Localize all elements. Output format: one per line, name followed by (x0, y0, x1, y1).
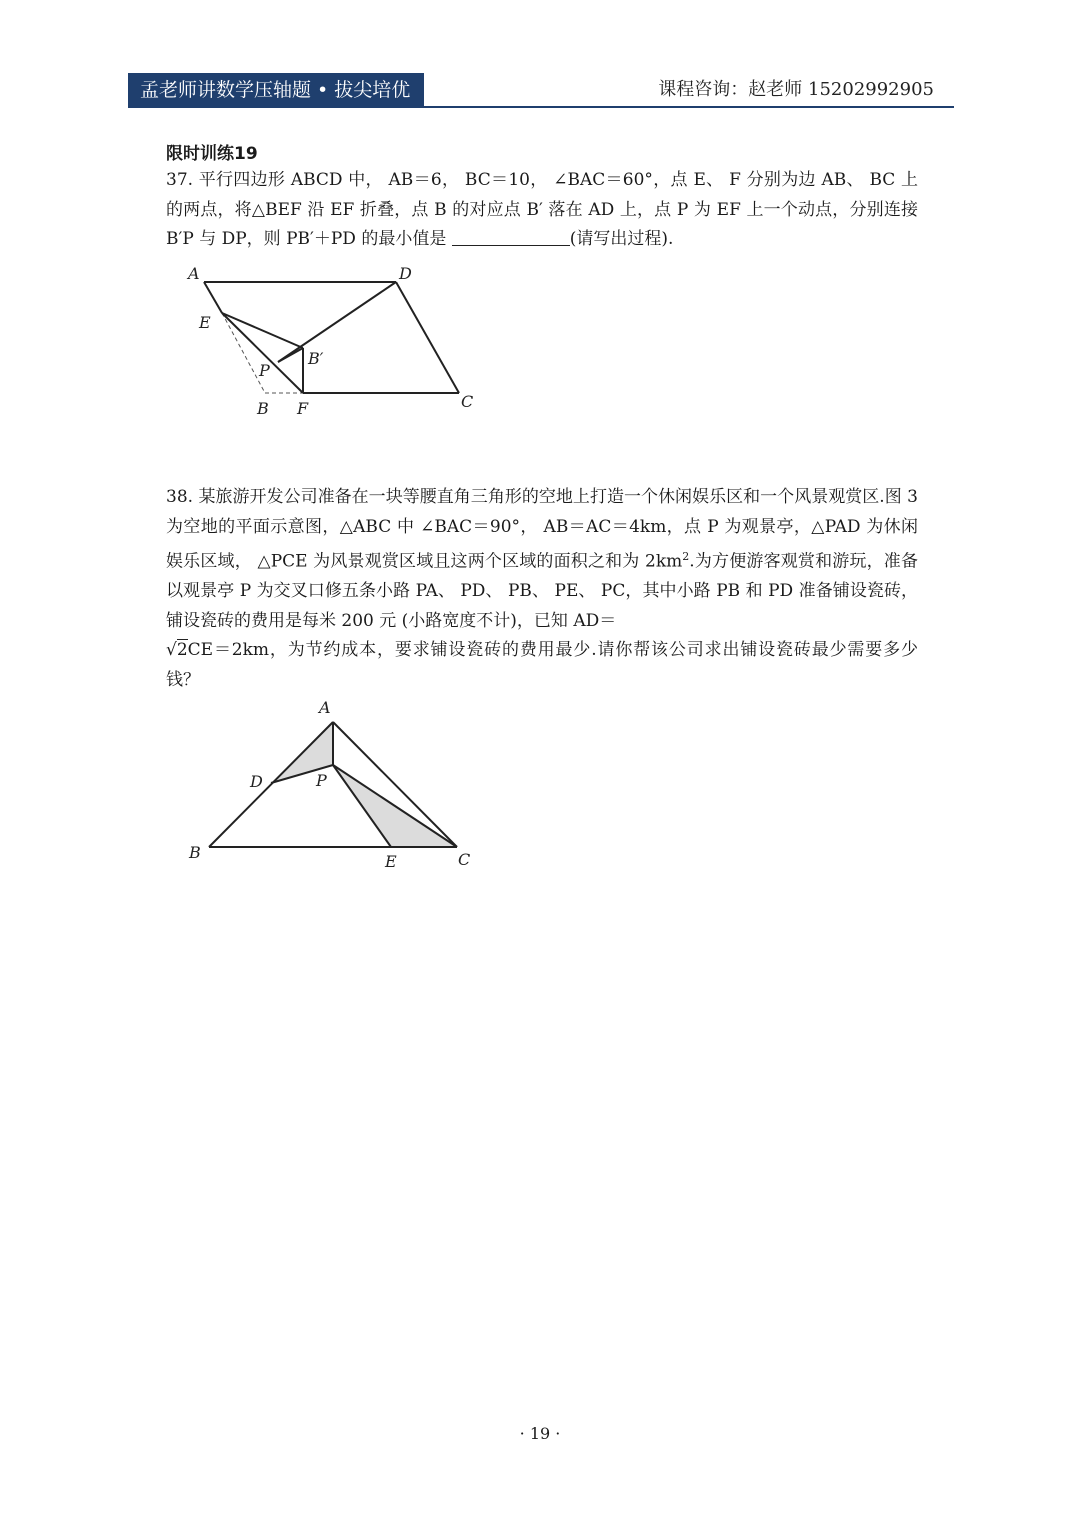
problem-38-text-a: 38. 某旅游开发公司准备在一块等腰直角三角形的空地上打造一个休闲娱乐区和一个风景观赏区.图 3 为空地的平面示意图，△ABC 中 ∠BAC＝90°， AB＝AC＝4km，点 P 为观景亭，△PAD 为休闲娱乐区域， △PCE 为风景观赏区域且这两个区域的面积之和为 2km (166, 487, 918, 572)
label-Bprime: B′ (308, 349, 324, 368)
sqrt-symbol: √ (166, 640, 177, 661)
segment-PD (278, 282, 396, 362)
edge-AB (209, 722, 333, 847)
label-P: P (259, 361, 270, 380)
label-A: A (188, 264, 200, 283)
label-A: A (319, 698, 331, 717)
problem-38-text-b: .为方便游客观赏和游玩，准备以观景亭 P 为交叉口修五条小路 PA、 PD、 PB、 PE、 PC，其中小路 PB 和 PD 准备铺设瓷砖，铺设瓷砖的费用是每米 200 元 (小路宽度不计)，已知 AD＝ (166, 551, 918, 631)
page-number: · 19 · (519, 1424, 561, 1443)
problem-37-figure (180, 262, 480, 422)
label-D: D (250, 772, 263, 791)
problem-37-text-part2: (请写出过程). (569, 229, 674, 249)
header-contact: 课程咨询：赵老师 15202992905 (658, 79, 934, 100)
label-B: B (189, 843, 201, 862)
answer-blank (452, 227, 570, 246)
label-C: C (458, 850, 471, 869)
problem-38-figure (180, 695, 480, 875)
header-banner-title: 孟老师讲数学压轴题 • 拔尖培优 (140, 79, 411, 101)
section-title: 限时训练19 (166, 144, 258, 164)
problem-38-text-c: CE＝2km，为节约成本，要求铺设瓷砖的费用最少.请你帮该公司求出铺设瓷砖最少需要多少钱？ (166, 640, 918, 690)
sqrt-radicand: 2 (176, 640, 188, 661)
segment-PBprime (278, 348, 303, 362)
header-divider (128, 106, 954, 108)
label-F: F (297, 399, 309, 418)
label-D: D (399, 264, 412, 283)
problem-37-text (166, 166, 918, 255)
header-banner (128, 73, 424, 107)
problem-38-sup: 2 (682, 550, 690, 563)
dashed-EB (222, 313, 265, 393)
segment-EBprime (222, 313, 303, 348)
problem-38-text (166, 483, 918, 695)
label-E: E (385, 852, 397, 871)
edge-DC (396, 282, 459, 393)
label-C: C (461, 392, 474, 411)
edge-AE (204, 282, 222, 313)
label-E: E (199, 313, 211, 332)
problem-37-text-part1: 37. 平行四边形 ABCD 中， AB＝6， BC＝10， ∠BAC＝60°，点 E、 F 分别为边 AB、 BC 上的两点，将△BEF 沿 EF 折叠，点 B 的对应点 B′ 落在 AD 上，点 P 为 EF 上一个动点，分别连接 B′P 与 DP，则 PB′＋PD 的最小值是 (166, 170, 918, 249)
label-P: P (316, 771, 327, 790)
label-B: B (257, 399, 269, 418)
